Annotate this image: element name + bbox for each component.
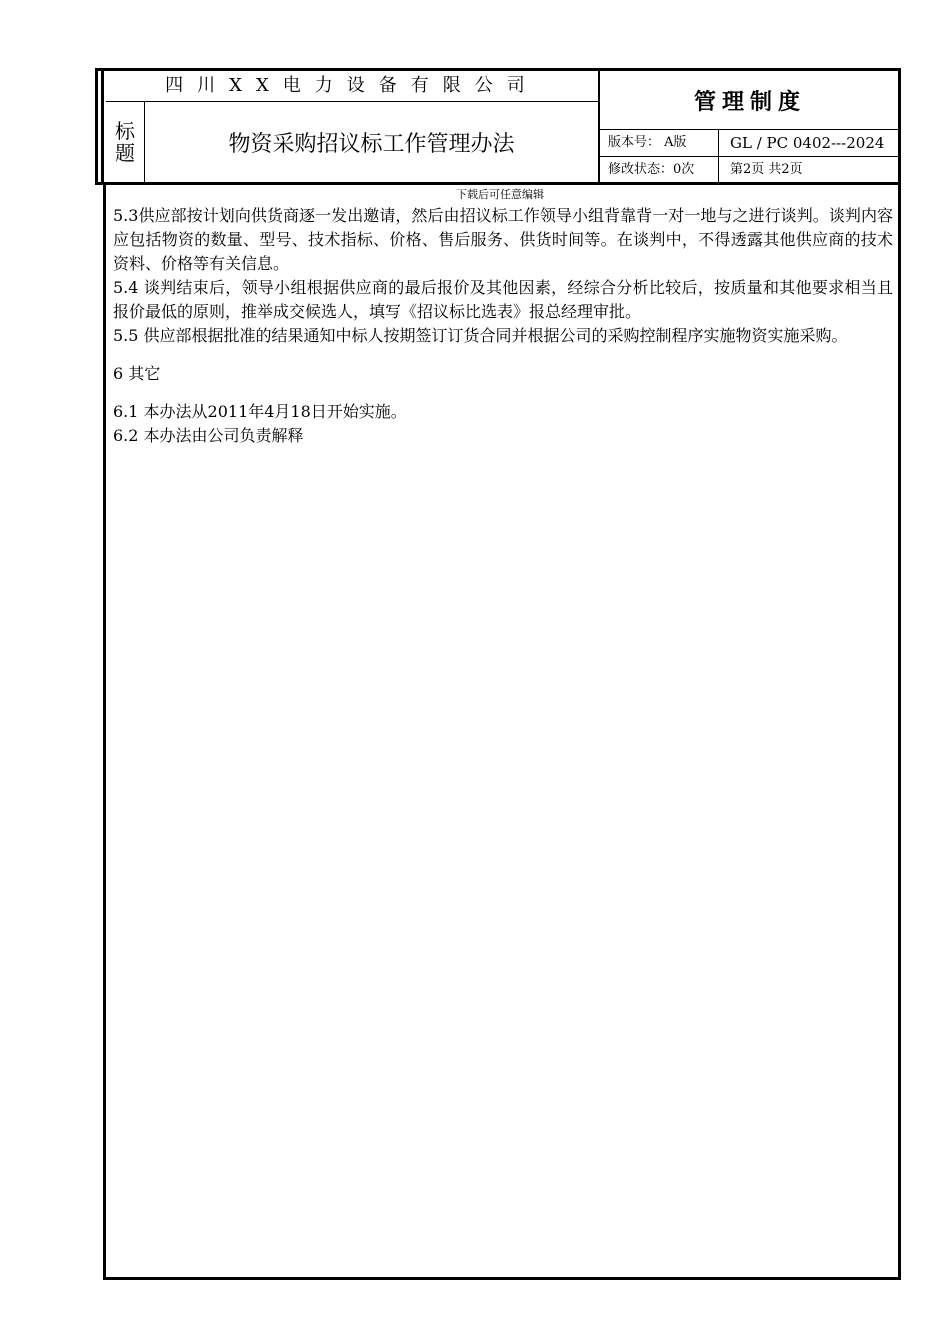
download-note: 下载后可任意编辑 [456,188,544,201]
section-6-heading: 6 其它 [113,364,161,383]
paragraph-5-5: 5.5 供应部根据批准的结果通知中标人按期签订订货合同并根据公司的采购控制程序实施物资实施采购。 [113,326,848,345]
paragraph-6-2: 6.2 本办法由公司负责解释 [113,426,304,445]
version-label: 版本号： A版 [600,130,719,156]
document-code: GL / PC 0402---2024 [730,134,885,152]
document-header [95,68,901,185]
revision-row [600,157,900,183]
document-body [113,204,893,448]
management-system-label: 管理制度 [600,71,900,130]
version-row [600,130,900,157]
revision-label: 修改状态：0次 [600,157,719,183]
paragraph-5-3: 5.3供应部按计划向供货商逐一发出邀请，然后由招议标工作领导小组背靠背一对一地与之进行谈判。谈判内容应包括物资的数量、型号、技术指标、价格、售后服务、供货时间等。在谈判中，不得透露其他供应商的技术资料、价格等有关信息。 [113,206,893,273]
page-info: 第2页 共2页 [730,162,803,177]
paragraph-5-4: 5.4 谈判结束后，领导小组根据供应商的最后报价及其他因素，经综合分析比较后，按质量和其他要求相当且报价最低的原则，推举成交候选人，填写《招议标比选表》报总经理审批。 [113,278,893,321]
paragraph-6-1: 6.1 本办法从2011年4月18日开始实施。 [113,402,407,421]
title-label [106,102,145,182]
header-double-line [101,71,104,182]
company-name: 四川XX电力设备有限公司 [106,71,598,102]
title-label-text: 标题 [115,119,135,165]
header-meta-block [598,71,900,182]
document-title: 物资采购招议标工作管理办法 [228,131,515,157]
